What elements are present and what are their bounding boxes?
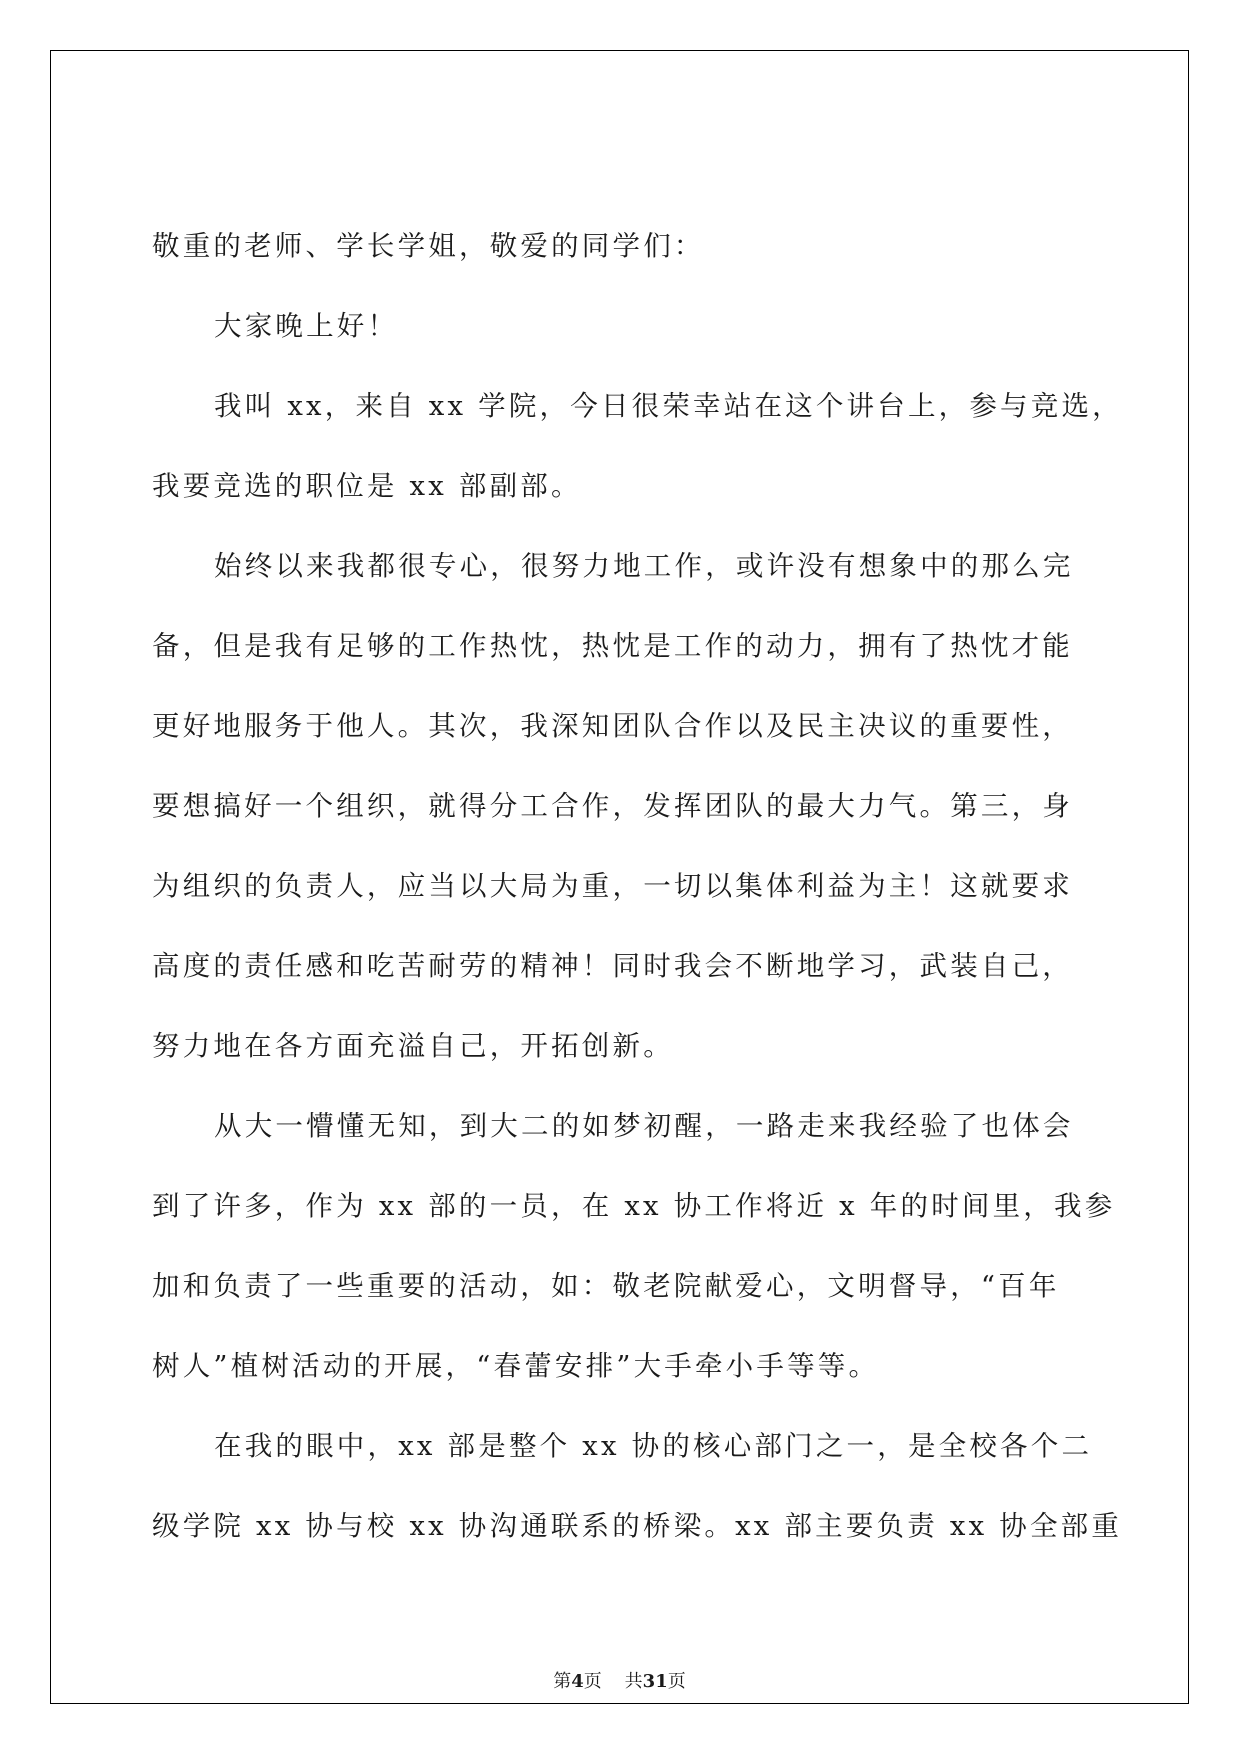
text-line: 更好地服务于他人。其次，我深知团队合作以及民主决议的重要性，: [152, 710, 1073, 742]
page-number: 4: [571, 1671, 584, 1692]
document-page: [50, 50, 1189, 1704]
greeting-paragraph: [152, 286, 1152, 366]
document-body: [152, 206, 1152, 1566]
text-line: 高度的责任感和吃苦耐劳的精神！同时我会不断地学习，武装自己，: [152, 950, 1073, 982]
page-prefix: 第: [553, 1671, 572, 1692]
text-line: 从大一懵懂无知，到大二的如梦初醒，一路走来我经验了也体会: [214, 1110, 1074, 1142]
page-footer: [51, 1667, 1188, 1693]
salutation-paragraph: [152, 206, 1152, 286]
page-suffix: 页: [583, 1671, 602, 1692]
text-line: 要想搞好一个组织，就得分工合作，发挥团队的最大力气。第三，身: [152, 790, 1073, 822]
total-prefix: 共: [624, 1671, 643, 1692]
text-line: 备，但是我有足够的工作热忱，热忱是工作的动力，拥有了热忱才能: [152, 630, 1073, 662]
text-line: 敬重的老师、学长学姐，敬爱的同学们：: [152, 230, 705, 262]
qualities-paragraph: [152, 526, 1152, 1086]
text-line: 努力地在各方面充溢自己，开拓创新。: [152, 1030, 674, 1062]
text-line: 为组织的负责人，应当以大局为重，一切以集体利益为主！这就要求: [152, 870, 1073, 902]
total-pages: 31: [642, 1671, 668, 1692]
text-line: 我叫 xx，来自 xx 学院，今日很荣幸站在这个讲台上，参与竞选，: [214, 390, 1123, 422]
experience-paragraph: [152, 1086, 1152, 1406]
text-line: 到了许多，作为 xx 部的一员，在 xx 协工作将近 x 年的时间里，我参: [152, 1190, 1116, 1222]
text-line: 在我的眼中，xx 部是整个 xx 协的核心部门之一，是全校各个二: [214, 1430, 1093, 1462]
introduction-paragraph: [152, 366, 1152, 526]
text-line: 级学院 xx 协与校 xx 协沟通联系的桥梁。xx 部主要负责 xx 协全部重: [152, 1510, 1123, 1542]
text-line: 加和负责了一些重要的活动，如：敬老院献爱心，文明督导，“百年: [152, 1270, 1060, 1302]
text-line: 始终以来我都很专心，很努力地工作，或许没有想象中的那么完: [214, 550, 1074, 582]
text-line: 大家晚上好！: [214, 310, 399, 342]
total-suffix: 页: [667, 1671, 686, 1692]
department-paragraph: [152, 1406, 1152, 1566]
text-line: 我要竞选的职位是 xx 部副部。: [152, 470, 582, 502]
text-line: 树人”植树活动的开展，“春蕾安排”大手牵小手等等。: [152, 1350, 880, 1382]
